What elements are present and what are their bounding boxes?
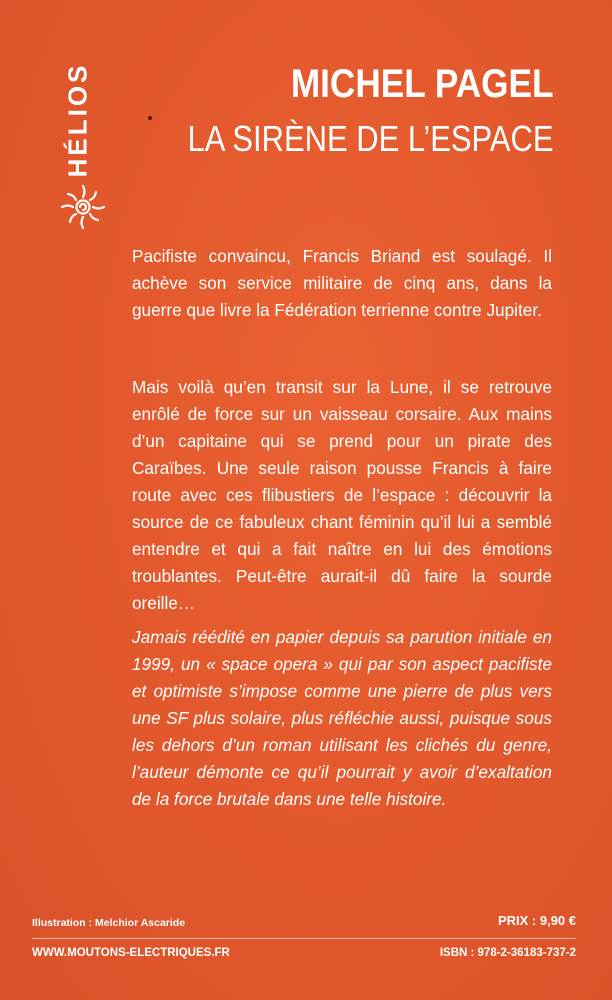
blurb-paragraph-2: Mais voilà qu’en transit sur la Lune, il se retrouve enrôlé de force sur un vaisseau corsaire. Aux mains d’un capitaine qui se prend pour un pirate des Caraïbes. Une seule raison pousse Francis à faire route avec ces flibustiers de l’espace : découvrir la source de ce fabuleux chant féminin qu’il lui a semblé entendre et qui a fait naître en lui des émotions troublantes. Peut-être aurait-il dû faire la sourde oreille… bbox=[132, 377, 552, 614]
print-speck bbox=[148, 116, 152, 120]
footer-divider bbox=[32, 938, 576, 939]
book-title: LA SIRÈNE DE L’ESPACE bbox=[188, 118, 554, 159]
blurb-paragraph-1: Pacifiste convaincu, Francis Briand est soulagé. Il achève son service militaire de cinq ans, dans la guerre que livre la Fédération terrienne contre Jupiter. bbox=[132, 246, 552, 321]
series-band bbox=[58, 60, 98, 180]
price-label: PRIX : 9,90 € bbox=[497, 913, 576, 928]
publisher-website: WWW.MOUTONS-ELECTRIQUES.FR bbox=[32, 947, 230, 959]
blurb-paragraph-3: Jamais réédité en papier depuis sa parution initiale en 1999, un « space opera » qui par son aspect pacifiste et optimiste s’impose comme une pierre de plus vers une SF plus solaire, plus réfléchie aussi, puisque sous les dehors d’un roman utilisant les clichés du genre, l’auteur démonte ce qu’il pourrait y avoir d’exaltation de la force brutale dans une telle histoire. bbox=[132, 627, 552, 810]
author-name: MICHEL PAGEL bbox=[291, 62, 554, 106]
series-name: HÉLIOS bbox=[62, 62, 93, 178]
isbn-label: ISBN : 978-2-36183-737-2 bbox=[439, 947, 576, 959]
illustration-credit: Illustration : Melchior Ascaride bbox=[32, 917, 186, 929]
sun-spiral-icon bbox=[59, 183, 107, 231]
